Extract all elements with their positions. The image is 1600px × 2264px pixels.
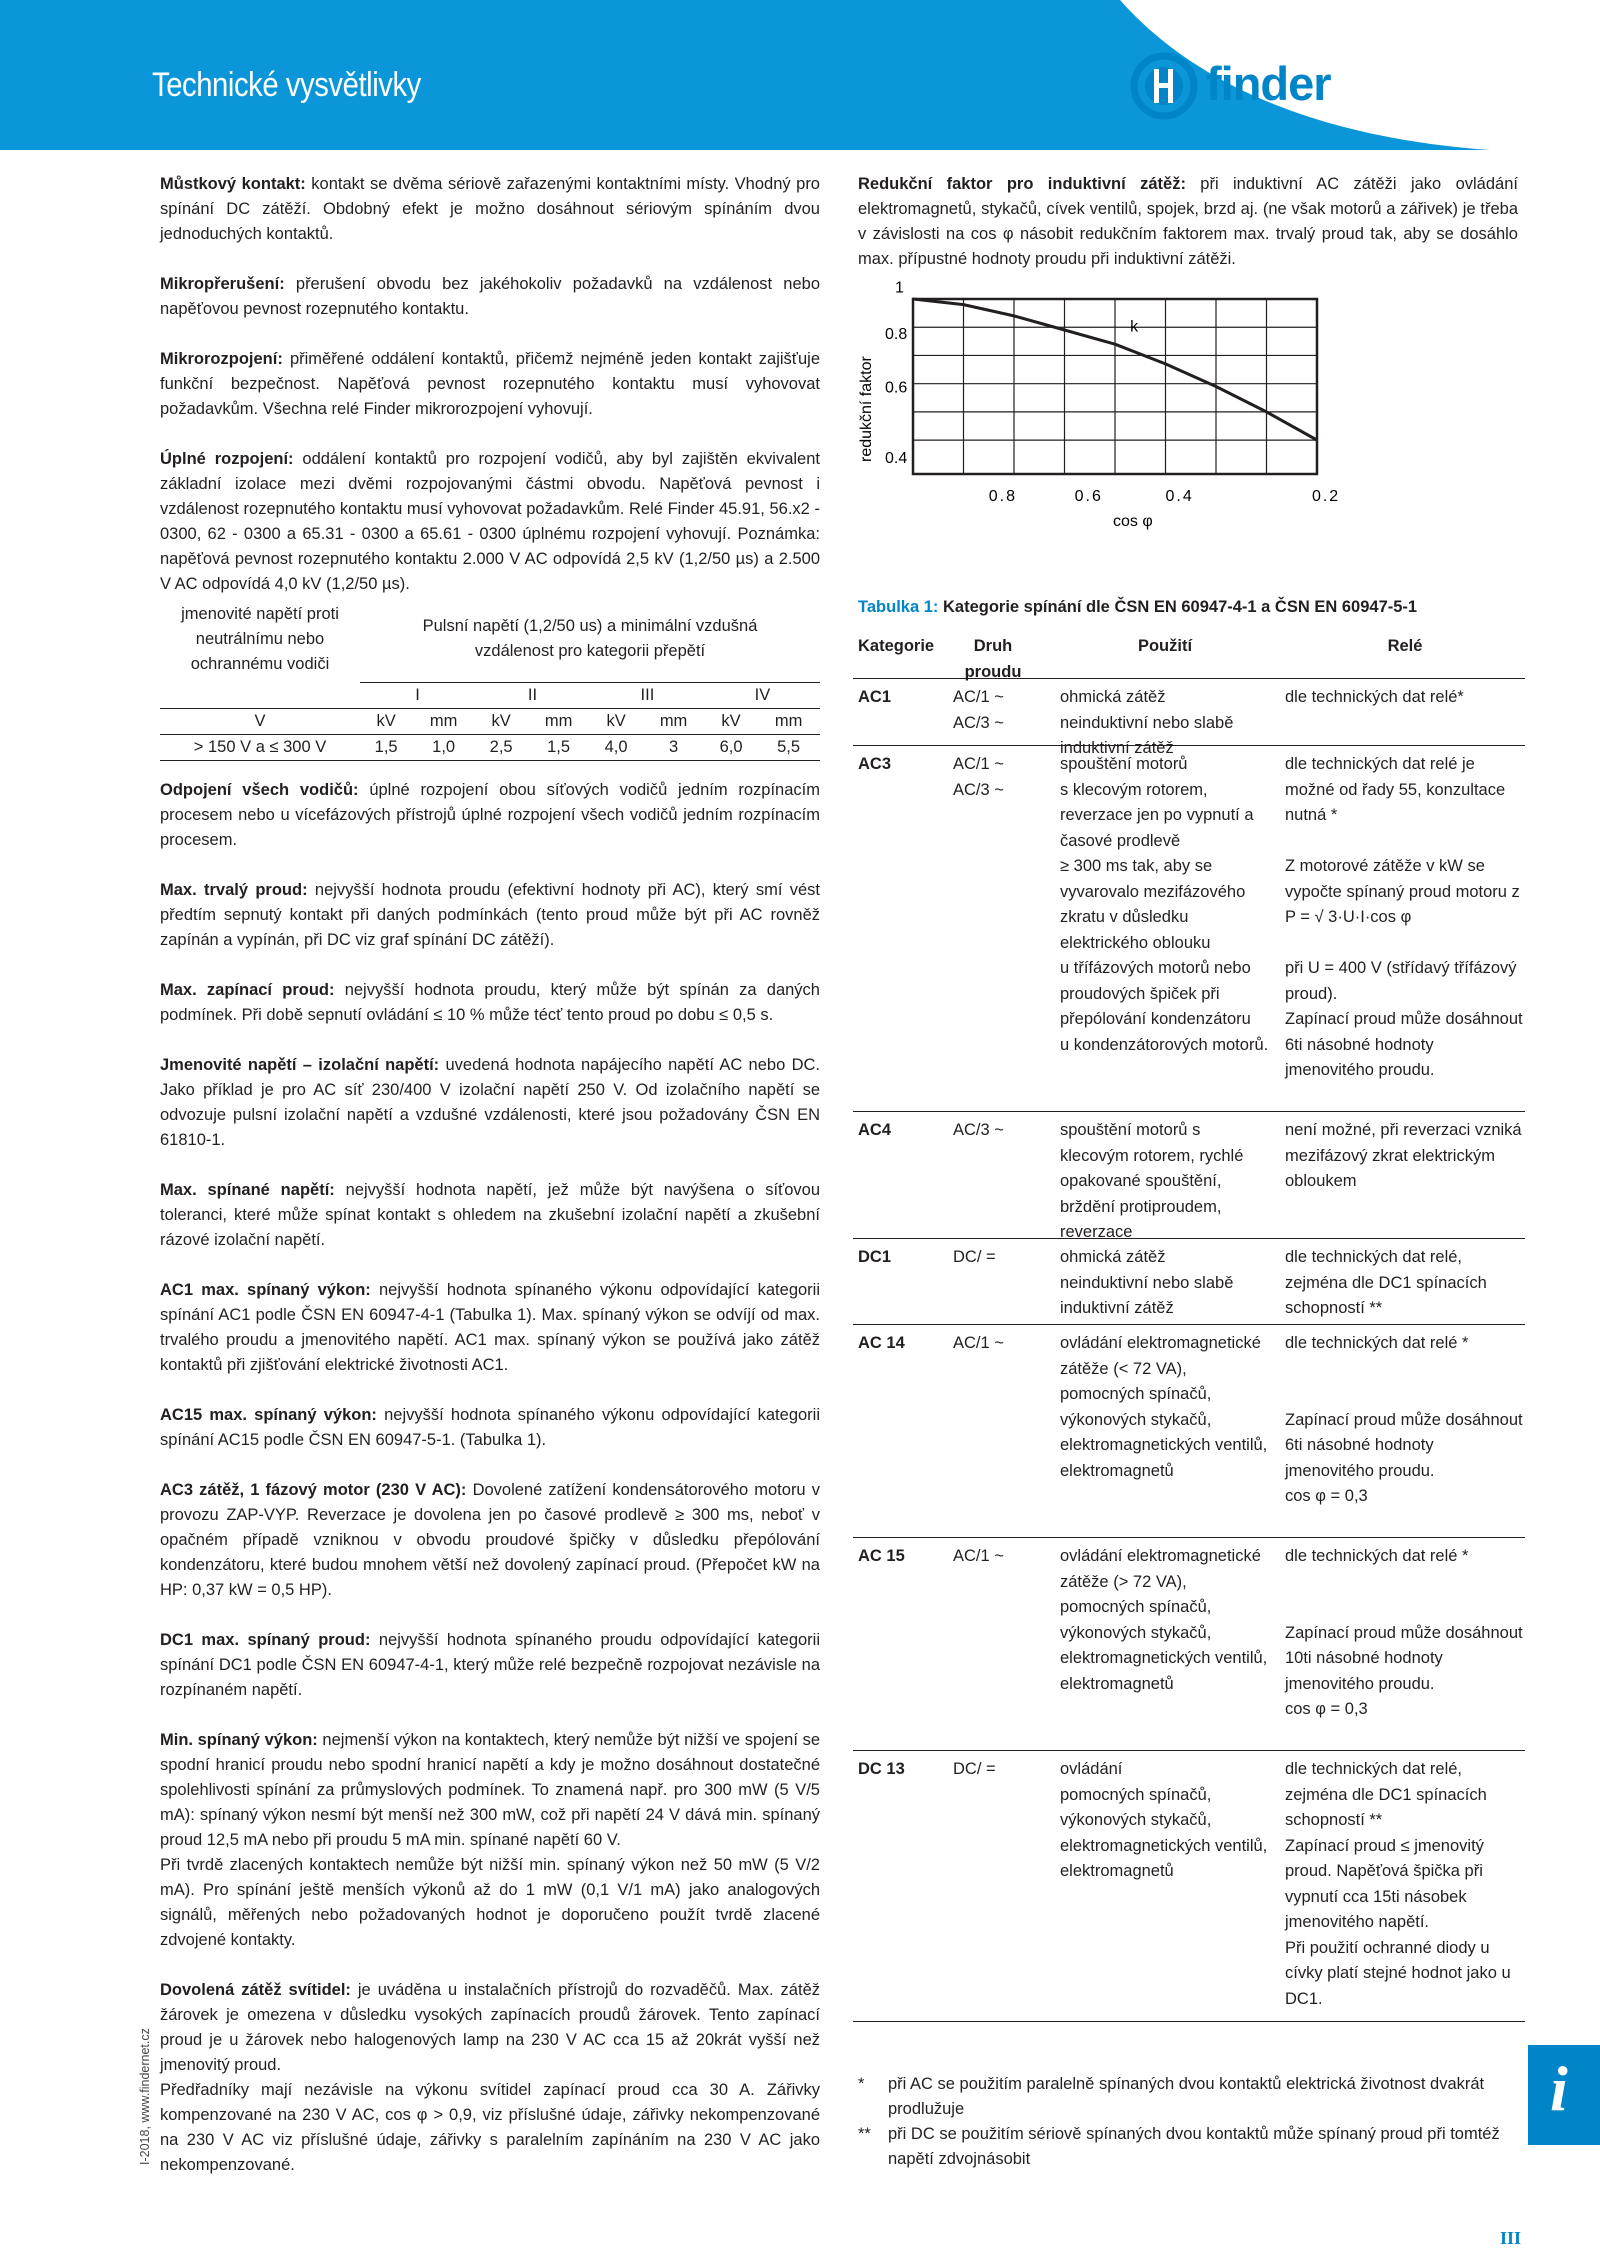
paragraph-dovolena-zatez-svitidel xyxy=(160,1978,820,2078)
x-tick-label: 0.8 xyxy=(988,488,1017,505)
paragraph-max-trvaly-proud xyxy=(160,878,820,953)
unit-cell: kV xyxy=(360,709,412,735)
term: AC3 zátěž, 1 fázový motor (230 V AC): xyxy=(160,1481,467,1499)
unit-cell: mm xyxy=(757,709,820,735)
unit-cell: kV xyxy=(475,709,527,735)
usage-cell: ohmická zátěž neinduktivní nebo slabě induktivní zátěž xyxy=(1060,1248,1234,1317)
voltage-table xyxy=(160,596,820,763)
edition-note: I-2018, www.findernet.cz xyxy=(138,2028,152,2165)
definition: oddálení kontaktů pro rozpojení vodičů, aby byl zajištěn ekvivalent základní izolace mezi dvěmi rozpojovanými částmi obvodu. Napěťová pevnost i vzdálenost rozepnutého kontaktu musí vyhovovat požadavkům. Relé Finder 45.91, 56.x2 - 0300, 62 - 0300 a 65.31 - 0300 a 65.61 - 0300 úplnému rozpojení vyhovují. Poznámka: napěťová pevnost rozepnutého kontaktu 2.000 V AC odpovídá 2,5 kV (1,2/50 µs) a 2.500 V AC odpovídá 4,0 kV (1,2/50 µs). xyxy=(160,450,820,593)
footnote xyxy=(858,2122,1518,2172)
term: Max. trvalý proud: xyxy=(160,881,308,899)
table-row xyxy=(853,1537,1525,1750)
paragraph-max-spinane-napeti xyxy=(160,1178,820,1253)
finder-logo-text: finder xyxy=(1206,57,1331,110)
paragraph-mustkovy-kontakt xyxy=(160,172,820,247)
y-tick-label: 0.8 xyxy=(885,325,908,343)
unit-cell: kV xyxy=(705,709,757,735)
definition: nejvyšší hodnota spínaného výkonu odpovídající kategorii spínání AC15 podle ČSN EN 60947-5-1. (Tabulka 1). xyxy=(160,1406,820,1449)
paragraph-ac15-max-vykon xyxy=(160,1403,820,1453)
value-cell: 1,5 xyxy=(527,735,590,761)
y-tick-label: 0.4 xyxy=(885,450,908,468)
definition: při induktivní AC zátěži jako ovládání elektromagnetů, stykačů, cívek ventilů, spojek, brzd aj. (ne však motorů a zářivek) je třeba v závislosti na cos φ násobit redukčním faktorem max. trvalý proud tak, aby se dosáhlo max. přípustné hodnoty proudu při induktivní zátěži. xyxy=(858,175,1518,268)
paragraph-dc1-max-proud xyxy=(160,1628,820,1703)
table-label: Tabulka 1: xyxy=(858,598,939,616)
paragraph-redukcni-faktor xyxy=(858,172,1518,272)
term: Min. spínaný výkon: xyxy=(160,1731,318,1749)
left-column-bottom xyxy=(160,778,820,2178)
value-cell: 3 xyxy=(642,735,705,761)
relay-cell: dle technických dat relé, zejména dle DC1 spínacích schopností ** Zapínací proud ≤ jmenovitý proud. Napěťová špička při vypnutí cca 15ti násobek jmenovitého napětí. Při použití ochranné diody u cívky platí stejné hodnot jako u DC1. xyxy=(1285,1760,1511,2008)
paragraph-mikroreruseni xyxy=(160,272,820,322)
voltage-table-header-left: jmenovité napětí proti neutrálnímu nebo ochrannému vodiči xyxy=(181,604,339,673)
paragraph-dovolena-zatez-svitidel-2: Předřadníky mají nezávisle na výkonu svítidel zapínací proud cca 30 A. Zářivky kompenzované na 230 V AC, cos φ > 0,9, viz příslušné údaje, zářivky nekompenzované na 230 V AC viz příslušné údaje, zářivky s paralelním zapínáním na 230 V AC jako nekompenzované. xyxy=(160,2081,820,2174)
page-number: III xyxy=(1500,2228,1522,2248)
current-type-cell: AC/1 ~ xyxy=(953,1547,1004,1565)
table-row xyxy=(853,1111,1525,1241)
unit-cell: mm xyxy=(412,709,475,735)
usage-cell: spouštění motorů s klecovým rotorem, reverzace jen po vypnutí a časové prodlevě ≥ 300 ms tak, aby se vyvarovalo mezifázového zkratu v důsledku elektrického oblouku u třífázových motorů nebo proudových špiček při přepólování kondenzátoru u kondenzátorových motorů. xyxy=(1060,755,1269,1054)
y-axis-label: redukční faktor xyxy=(858,356,875,462)
usage-cell: ohmická zátěž neinduktivní nebo slabě induktivní zátěž xyxy=(1060,688,1234,757)
relay-cell: dle technických dat relé * Zapínací proud může dosáhnout 6ti násobné hodnoty jmenovitého proudu. cos φ = 0,3 xyxy=(1285,1334,1523,1505)
relay-cell: dle technických dat relé * Zapínací proud může dosáhnout 10ti násobné hodnoty jmenovitého proudu. cos φ = 0,3 xyxy=(1285,1547,1523,1718)
category-label: IV xyxy=(705,683,820,709)
value-cell: 5,5 xyxy=(757,735,820,761)
header-kategorie: Kategorie xyxy=(858,637,935,655)
footnotes xyxy=(858,2072,1518,2172)
relay-cell: dle technických dat relé je možné od řady 55, konzultace nutná * Z motorové zátěže v kW se vypočte spínaný proud motoru z P = √ 3·U·I·cos φ při U = 400 V (střídavý třífázový proud). Zapínací proud může dosáhnout 6ti násobné hodnoty jmenovitého proudu. xyxy=(1285,755,1523,1079)
term: Max. zapínací proud: xyxy=(160,981,335,999)
unit-cell: kV xyxy=(590,709,642,735)
value-cell: 4,0 xyxy=(590,735,642,761)
x-axis-label: cos φ xyxy=(1113,513,1153,530)
usage-cell: ovládání elektromagnetické zátěže (> 72 VA), pomocných spínačů, výkonových stykačů, elektromagnetických ventilů, elektromagnetů xyxy=(1060,1547,1268,1693)
left-column-top xyxy=(160,172,820,622)
x-tick-label: 0.2 xyxy=(1311,488,1341,505)
table-bottom-rule xyxy=(853,2021,1525,2022)
usage-cell: spouštění motorů s klecovým rotorem, rychlé opakované spouštění, brždění protiproudem, reverzace xyxy=(1060,1121,1244,1241)
header-druh-proudu: Druh proudu xyxy=(964,637,1022,681)
definition: je uváděna u instalačních přístrojů do rozvaděčů. Max. zátěž žárovek je omezena v důsledku vysokých zapínacích proudů žárovek. Tento zapínací proud je u žárovek nebo halogenových lamp na 230 V AC cca 15 až 20krát vyšší než jmenovitý proud. xyxy=(160,1981,820,2074)
definition: nejvyšší hodnota proudu (efektivní hodnoty při AC), který smí vést předtím sepnutý kontakt při daných podmínkách (tento proud může být při AC rovněž zapínán a vypínán, při DC viz graf spínání DC zátěží). xyxy=(160,881,820,949)
term: Mikrorozpojení: xyxy=(160,350,283,368)
category-cell: AC1 xyxy=(858,688,892,706)
term: Odpojení všech vodičů: xyxy=(160,781,359,799)
definition: úplné rozpojení obou síťových vodičů jedním rozpínacím procesem nebo u vícefázových přístrojů úplné rozpojení všech vodičů jedním rozpínacím procesem. xyxy=(160,781,820,849)
paragraph-uplne-rozpojeni xyxy=(160,447,820,597)
category-cell: AC4 xyxy=(858,1121,892,1139)
page-header xyxy=(0,0,1600,150)
category-label: II xyxy=(475,683,590,709)
table-row xyxy=(853,1324,1525,1537)
term: Úplné rozpojení: xyxy=(160,450,294,468)
relay-cell: není možné, při reverzaci vzniká mezifázový zkrat elektrickým obloukem xyxy=(1285,1121,1522,1190)
value-cell: > 150 V a ≤ 300 V xyxy=(160,735,360,761)
relay-cell: dle technických dat relé* xyxy=(1285,688,1464,706)
paragraph-mikrorozpojeni xyxy=(160,347,820,422)
current-type-cell: AC/1 ~ xyxy=(953,1334,1004,1352)
reduction-factor-text xyxy=(858,172,1518,272)
category-cell: AC3 xyxy=(858,755,892,773)
term: Dovolená zátěž svítidel: xyxy=(160,1981,351,1999)
term: Redukční faktor pro induktivní zátěž: xyxy=(858,175,1186,193)
definition: nejmenší výkon na kontaktech, který nemůže být nižší ve spojení se spodní hranicí proudu nebo spodní hranicí napětí a kdy je možno dosáhnout dostatečné spolehlivosti spínání za průmyslových podmínek. To znamená např. pro 300 mW (5 V/5 mA): spínaný výkon nesmí být menší než 300 mW, což při napětí 24 V dává min. spínaný proud 12,5 mA nebo při proudu 5 mA min. spínané napětí 60 V. xyxy=(160,1731,820,1849)
definition: přiměřené oddálení kontaktů, přičemž nejméně jeden kontakt zajišťuje funkční bezpečnost. Napěťová pevnost rozepnutého kontaktu musí vyhovovat požadavkům. Všechna relé Finder mikrorozpojení vyhovují. xyxy=(160,350,820,418)
current-type-cell: AC/1 ~ AC/3 ~ xyxy=(953,688,1004,732)
term: Můstkový kontakt: xyxy=(160,175,306,193)
series-label-k: k xyxy=(1130,318,1139,336)
page-title: Technické vysvětlivky xyxy=(152,66,421,104)
category-table xyxy=(853,628,1525,2022)
value-cell: 1,5 xyxy=(360,735,412,761)
info-tab-letter: i xyxy=(1550,2053,1568,2124)
paragraph-odpojeni-vsech-vodicu xyxy=(160,778,820,853)
finder-logo-icon xyxy=(1130,52,1200,122)
table-row xyxy=(853,678,1525,757)
term: AC15 max. spínaný výkon: xyxy=(160,1406,377,1424)
chart-grid xyxy=(913,299,1317,474)
category-label: I xyxy=(360,683,475,709)
current-type-cell: AC/3 ~ xyxy=(953,1121,1004,1139)
category-table-header xyxy=(853,628,1525,681)
definition: nejvyšší hodnota spínaného výkonu odpovídající kategorii spínání AC1 podle ČSN EN 60947-4-1 (Tabulka 1). Max. spínaný výkon se odvíjí od max. trvalého proudu a jmenovitého napětí. AC1 max. spínaný výkon se používá jako zátěž kontaktů při zjišťování elektrické životnosti AC1. xyxy=(160,1281,821,1374)
paragraph-ac1-max-vykon xyxy=(160,1278,820,1378)
category-cell: DC1 xyxy=(858,1248,892,1266)
table-row xyxy=(853,1750,1525,2021)
category-cell: DC 13 xyxy=(858,1760,905,1778)
table-row xyxy=(853,745,1525,1111)
current-type-cell: DC/ = xyxy=(953,1248,996,1266)
x-tick-label: 0.4 xyxy=(1165,488,1194,505)
paragraph-min-spinany-vykon xyxy=(160,1728,820,1853)
term: Jmenovité napětí – izolační napětí: xyxy=(160,1056,440,1074)
footnote-mark: ** xyxy=(858,2125,871,2143)
relay-cell: dle technických dat relé, zejména dle DC1 spínacích schopností ** xyxy=(1285,1248,1487,1317)
unit-cell: mm xyxy=(527,709,590,735)
footnote xyxy=(858,2072,1518,2122)
definition: kontakt se dvěma sériově zařazenými kontaktními místy. Vhodný pro spínání DC zátěží. Obdobný efekt je možno dosáhnout sériovým spínáním dvou jednoduchých kontaktů. xyxy=(160,175,820,243)
x-tick-label: 0.6 xyxy=(1074,488,1103,505)
definition: uvedená hodnota napájecího napětí AC nebo DC. Jako příklad je pro AC síť 230/400 V izolační napětí 250 V. Od izolačního napětí se odvozuje pulsní izolační napětí a vzdušné vzdálenosti, které jsou požadovány ČSN EN 61810-1. xyxy=(160,1056,820,1149)
definition: nejvyšší hodnota napětí, jež může být navýšena o síťovou toleranci, které může spínat kontakt s ohledem na zkušební izolační napětí a zkušební rázové izolační napětí. xyxy=(160,1181,820,1249)
reduction-factor-chart xyxy=(853,279,1341,542)
finder-logo xyxy=(1130,52,1370,122)
current-type-cell: DC/ = xyxy=(953,1760,996,1778)
value-cell: 6,0 xyxy=(705,735,757,761)
voltage-table-header-right: Pulsní napětí (1,2/50 us) a minimální vzdušná vzdálenost pro kategorii přepětí xyxy=(422,617,758,660)
header-pouziti: Použití xyxy=(1137,637,1193,655)
y-tick-label: 0.6 xyxy=(885,379,908,397)
header-rele: Relé xyxy=(1387,637,1423,655)
term: AC1 max. spínaný výkon: xyxy=(160,1281,371,1299)
category-cell: AC 15 xyxy=(858,1547,905,1565)
paragraph-min-spinany-vykon-2: Při tvrdě zlacených kontaktech nemůže být nižší min. spínaný výkon než 50 mW (5 V/2 mA). Pro spínání ještě menších výkonů až do 1 mW (0,1 V/1 mA) jako analogových signálů, měřených nebo požadovaných hodnot je doporučeno použít tvrdě zlacené zdvojené kontakty. xyxy=(160,1856,820,1949)
unit-cell: V xyxy=(160,709,360,735)
footnote-mark: * xyxy=(858,2075,865,2093)
term: DC1 max. spínaný proud: xyxy=(160,1631,371,1649)
footnote-text: při DC se použitím sériově spínaných dvou kontaktů může spínaný proud při tomtéž napětí zdvojnásobit xyxy=(888,2125,1500,2168)
value-cell: 2,5 xyxy=(475,735,527,761)
category-table-title xyxy=(858,598,1417,617)
definition: Dovolené zatížení kondensátorového motoru v provozu ZAP-VYP. Reverzace je dovolena jen po časové prodlevě ≥ 300 ms, neboť v opačném případě vzniknou v obvodu proudové špičky v důsledku přepólování kondenzátoru, které budou mnohem větší než dovolený zapínací proud. (Přepočet kW na HP: 0,37 kW = 0,5 HP). xyxy=(160,1481,821,1599)
value-cell: 1,0 xyxy=(412,735,475,761)
unit-cell: mm xyxy=(642,709,705,735)
paragraph-max-zapinaci-proud xyxy=(160,978,820,1028)
term: Mikropřerušení: xyxy=(160,275,285,293)
definition: přerušení obvodu bez jakéhokoliv požadavků na vzdálenost nebo napěťovou pevnost rozepnutého kontaktu. xyxy=(160,275,820,318)
paragraph-ac3-zatez xyxy=(160,1478,820,1603)
definition: nejvyšší hodnota spínaného proudu odpovídající kategorii spínání DC1 podle ČSN EN 60947-4-1, který může relé bezpečně rozpojovat nezávisle na rozpínaném napětí. xyxy=(160,1631,820,1699)
definition: nejvyšší hodnota proudu, který může být spínán za daných podmínek. Při době sepnutí ovládání ≤ 10 % může técť tento proud po dobu ≤ 0,5 s. xyxy=(160,981,820,1024)
table-row xyxy=(853,1238,1525,1324)
category-label: III xyxy=(590,683,705,709)
chart-labels xyxy=(858,279,1340,530)
usage-cell: ovládání elektromagnetické zátěže (< 72 VA), pomocných spínačů, výkonových stykačů, elektromagnetických ventilů, elektromagnetů xyxy=(1060,1334,1268,1480)
paragraph-jmenovite-napeti xyxy=(160,1053,820,1153)
footnote-text: při AC se použitím paralelně spínaných dvou kontaktů elektrická životnost dvakrát prodlužuje xyxy=(888,2075,1485,2118)
y-tick-label: 1 xyxy=(895,279,904,297)
current-type-cell: AC/1 ~ AC/3 ~ xyxy=(953,755,1004,799)
usage-cell: ovládání pomocných spínačů, výkonových stykačů, elektromagnetických ventilů, elektromagnetů xyxy=(1060,1760,1268,1880)
term: Max. spínané napětí: xyxy=(160,1181,335,1199)
table-title-text: Kategorie spínání dle ČSN EN 60947-4-1 a ČSN EN 60947-5-1 xyxy=(942,598,1418,616)
category-cell: AC 14 xyxy=(858,1334,905,1352)
